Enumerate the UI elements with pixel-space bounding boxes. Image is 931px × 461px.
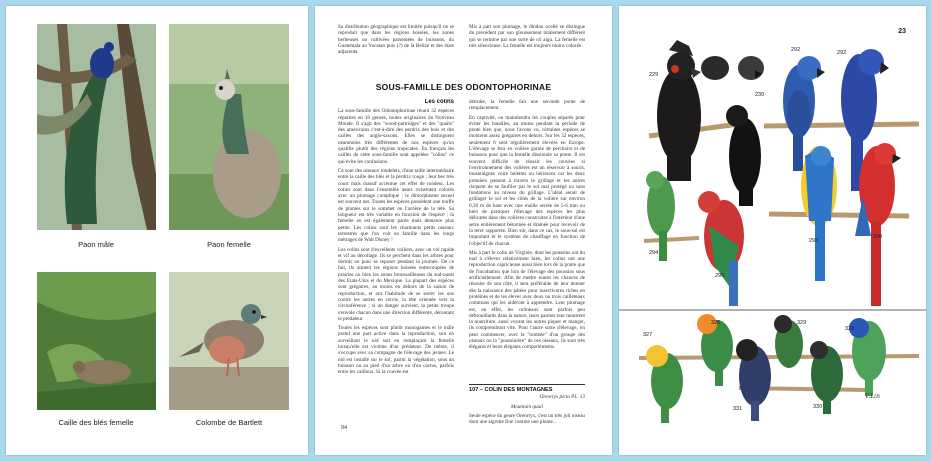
subheading-colins: Les colins [424, 99, 454, 105]
english-name-107: Mountain quail [510, 403, 544, 410]
label-290: 290 [873, 234, 883, 240]
left-column [338, 99, 454, 437]
branch [644, 238, 699, 241]
plate-number: 23 [898, 28, 906, 35]
latin-name-107: Oreortyx picta PL. 13 [539, 394, 585, 401]
parrot-328 [849, 318, 886, 396]
label-292b: 292 [837, 50, 847, 56]
caption-paon-femelle: Paon femelle [207, 240, 251, 249]
scarlet-macaw-290 [855, 143, 901, 306]
left-paragraph: Les colins sont d'excellents voiliers, avec un vol rapide et vif au décollage. Ils se perchent dans les arbres pour dormir ou pour se reposer pendant la journée. De ce fait, ils aiment les régions boisées entrecoupées de prairies ou bien les zones broussailleuses du sud-ouest des Etats-Unis et du Mexique. La plupart des espèces sont grégaires, au moins en dehors de la saison de reproduction, et ont l'habitude de se serrer les uns contre les autres en cercle, la tête orientée vers la circonférence ; si un danger survient, la petite troupe s'envole chacun dans une direction différente, déroutant le prédateur. [338, 246, 454, 322]
black-parrot-230 [726, 105, 761, 206]
label-229: 229 [649, 72, 659, 78]
middle-page [315, 6, 612, 455]
photo-colombe-bartlett [169, 272, 289, 410]
right-page [619, 6, 926, 455]
label-329: 329 [797, 320, 807, 326]
pigeon-image [169, 272, 289, 410]
quail-female-image [37, 272, 156, 410]
green-parrot-294 [646, 171, 675, 261]
heading-107: 107 – COLIN DES MONTAGNES [469, 384, 585, 393]
label-331: 331 [733, 406, 743, 412]
label-292: 292 [791, 47, 801, 53]
left-page [6, 6, 308, 455]
parrot-head-small [701, 56, 764, 80]
section-title: SOUS-FAMILLE DES ODONTOPHORINAE [375, 82, 552, 92]
label-326: 326 [711, 320, 721, 326]
photo-paon-male [37, 24, 156, 230]
top-right-paragraph: Mis à part son plumage, le dindon ocellé se distingue du précédent par son gloussement totalement différent qui se termine par une sorte de cri aigu. La femelle est très silencieuse. La femelle est toujours moins colorée. [469, 24, 585, 49]
left-paragraph: Toutes les espèces sont plutôt monogames et le mâle prend une part active dans la reproduction, soit en surveillant le nid soit en remplaçant la femelle lorsqu'elle est victime d'un prédateur. De même, il s'occupe avec sa compagne de l'élevage des jeunes. Le nid est installé sur le sol, parmi la végétation, sous un buisson ou au pied d'un arbre ou d'un cactus, parfois entre les cailloux. Si la couvée est [338, 325, 454, 376]
right-paragraph: En captivité, on maintiendra les couples séparés pour éviter les batailles, au moins pendant la période de ponte bien que, nous l'avons vu, certaines espèces se montrent assez grégaires en dehors. Sur les 32 espèces, seulement 6 sont régulièrement élevées en Europe. L'élevage se fera en volière garnie de perchoirs et de buissons pour que la femelle dissimule sa ponte. Il est souvent difficile de réussir les couvées si l'environnement des volières est un réservoir à souris, musaraignes voire belettes ou hérissons car les deux premiers passent à travers le grillage et les autres risquent de se faufiler par le sol mal protégé ou sans fondations au niveau du grillage. L'idéal serait de grillager le sol et les côtés de la volière sur environ 0,30 m de haut avec une maille serrée de 5-6 mm ou bien de pratiquer l'élevage des espèces les plus délicates dans des volières construites à l'intérieur d'une serre entièrement bétonnée et drainée pour recevoir de la terre rapportée. Bien sûr, dans ce cas, le sous-sol est important et le système de chauffage en fonction de l'objectif de chacun. [469, 114, 585, 247]
page-number: 94 [341, 425, 347, 431]
caption-colombe-bartlett: Colombe de Bartlett [195, 418, 263, 427]
left-paragraph: Ce sont des oiseaux rondelets, d'une taille intermédiaire entre la caille des blés et la perdrix rouge ; leur bec très court mais massif accentue cet effet de rondeur. Les colins sont dans l'ensemble assez richement colorés avec un plumage compliqué ; le dimorphisme sexuel est souvent net. Toutes les espèces possèdent une touffe de plumes sur le sommet ou l'arrière de la tête. Sa longueur est très variable en fonction de l'espèce ; la femelle en est également parée mais demeure plus petite. Les colins sont les charmants petits oiseaux terrestres que l'on voit en famille dans les longs métrages de Walt Disney ! [338, 167, 454, 244]
caption-paon-male: Paon mâle [78, 240, 114, 249]
top-left-paragraph: Sa distribution géographique est limitée puisqu'il ne se reproduit que dans les régions boisées, les zones herbeuses ou cultivées parsemées de buissons, du Guatemala au Yucatan puis (?) de la Belize et des états adjacents. [338, 24, 454, 56]
label-293: 293 [809, 238, 819, 244]
green-wing-macaw-296 [698, 191, 744, 306]
peacock-male-image [37, 24, 156, 230]
black-cockatoo-229 [657, 40, 701, 181]
artist-signature: V.Lin [865, 393, 880, 400]
label-328: 328 [845, 326, 855, 332]
left-paragraph: La sous-famille des Odontophorinae réunit 32 espèces réparties en 10 genres, toutes originaires du Nouveau Monde. Il s'agit des "wood-partridges" et des "quails" des américains c'est-à-dire des perdrix des bois et des cailles des anglo-saxons. Elles se distinguent néanmoins très différentes de nos espèces qu'on qualifie plutôt des régions tropicales. En français les cailles de cette sous-famille sont appelées "colins" ce qui évite les confusions. [338, 108, 454, 165]
label-230: 230 [755, 92, 765, 98]
entry-107-text: Seule espèce du genre Oreortyx, c'est un très joli oiseau dont une aigrette fine comme une plume... [469, 412, 585, 426]
blue-yellow-macaw-293 [801, 146, 837, 281]
right-paragraph: détruite, la femelle fait une seconde ponte de remplacement. [469, 99, 585, 112]
caption-caille-femelle: Caille des blés femelle [58, 418, 134, 427]
entry-107 [469, 380, 585, 428]
right-paragraph: Mis à part le colin de Virginie, dont les poussins ont du mal à s'élever relativement bien, les colins ont une reproduction capricieuse aussi bien lors de la ponte que de l'incubation que lors de l'élevage des poussins sous artificiellement. Afin de mettre toutes les chances de réussite de son côté, il sera préférable de leur donner dès la naissance des pâtées pour insectivores riches en protéines et de les élever avec deux ou trois cailleteaux communs qui les aideront à apprendre. Leur plumage est, en effet, les colineaux sont parfois peu débrouillards dans la nature, leurs parents leur montrent la nourriture, aussi voyant les autres piquer et manger, ils comprendront vite. Pour l'autre sorte d'élevage, on peut commencer, avec la "tombée" d'un groupe des oiseaux ou la "poussinière" de ces oiseaux, ils sont très élégants et leurs élégants comportements. [469, 249, 585, 351]
peacock-female-image [169, 24, 289, 230]
label-294: 294 [649, 250, 659, 256]
label-327: 327 [643, 332, 653, 338]
photo-paon-femelle [169, 24, 289, 230]
label-296: 296 [715, 273, 725, 279]
label-330: 330 [813, 404, 823, 410]
photo-caille-femelle [37, 272, 156, 410]
parrot-plate-illustration [619, 6, 926, 455]
